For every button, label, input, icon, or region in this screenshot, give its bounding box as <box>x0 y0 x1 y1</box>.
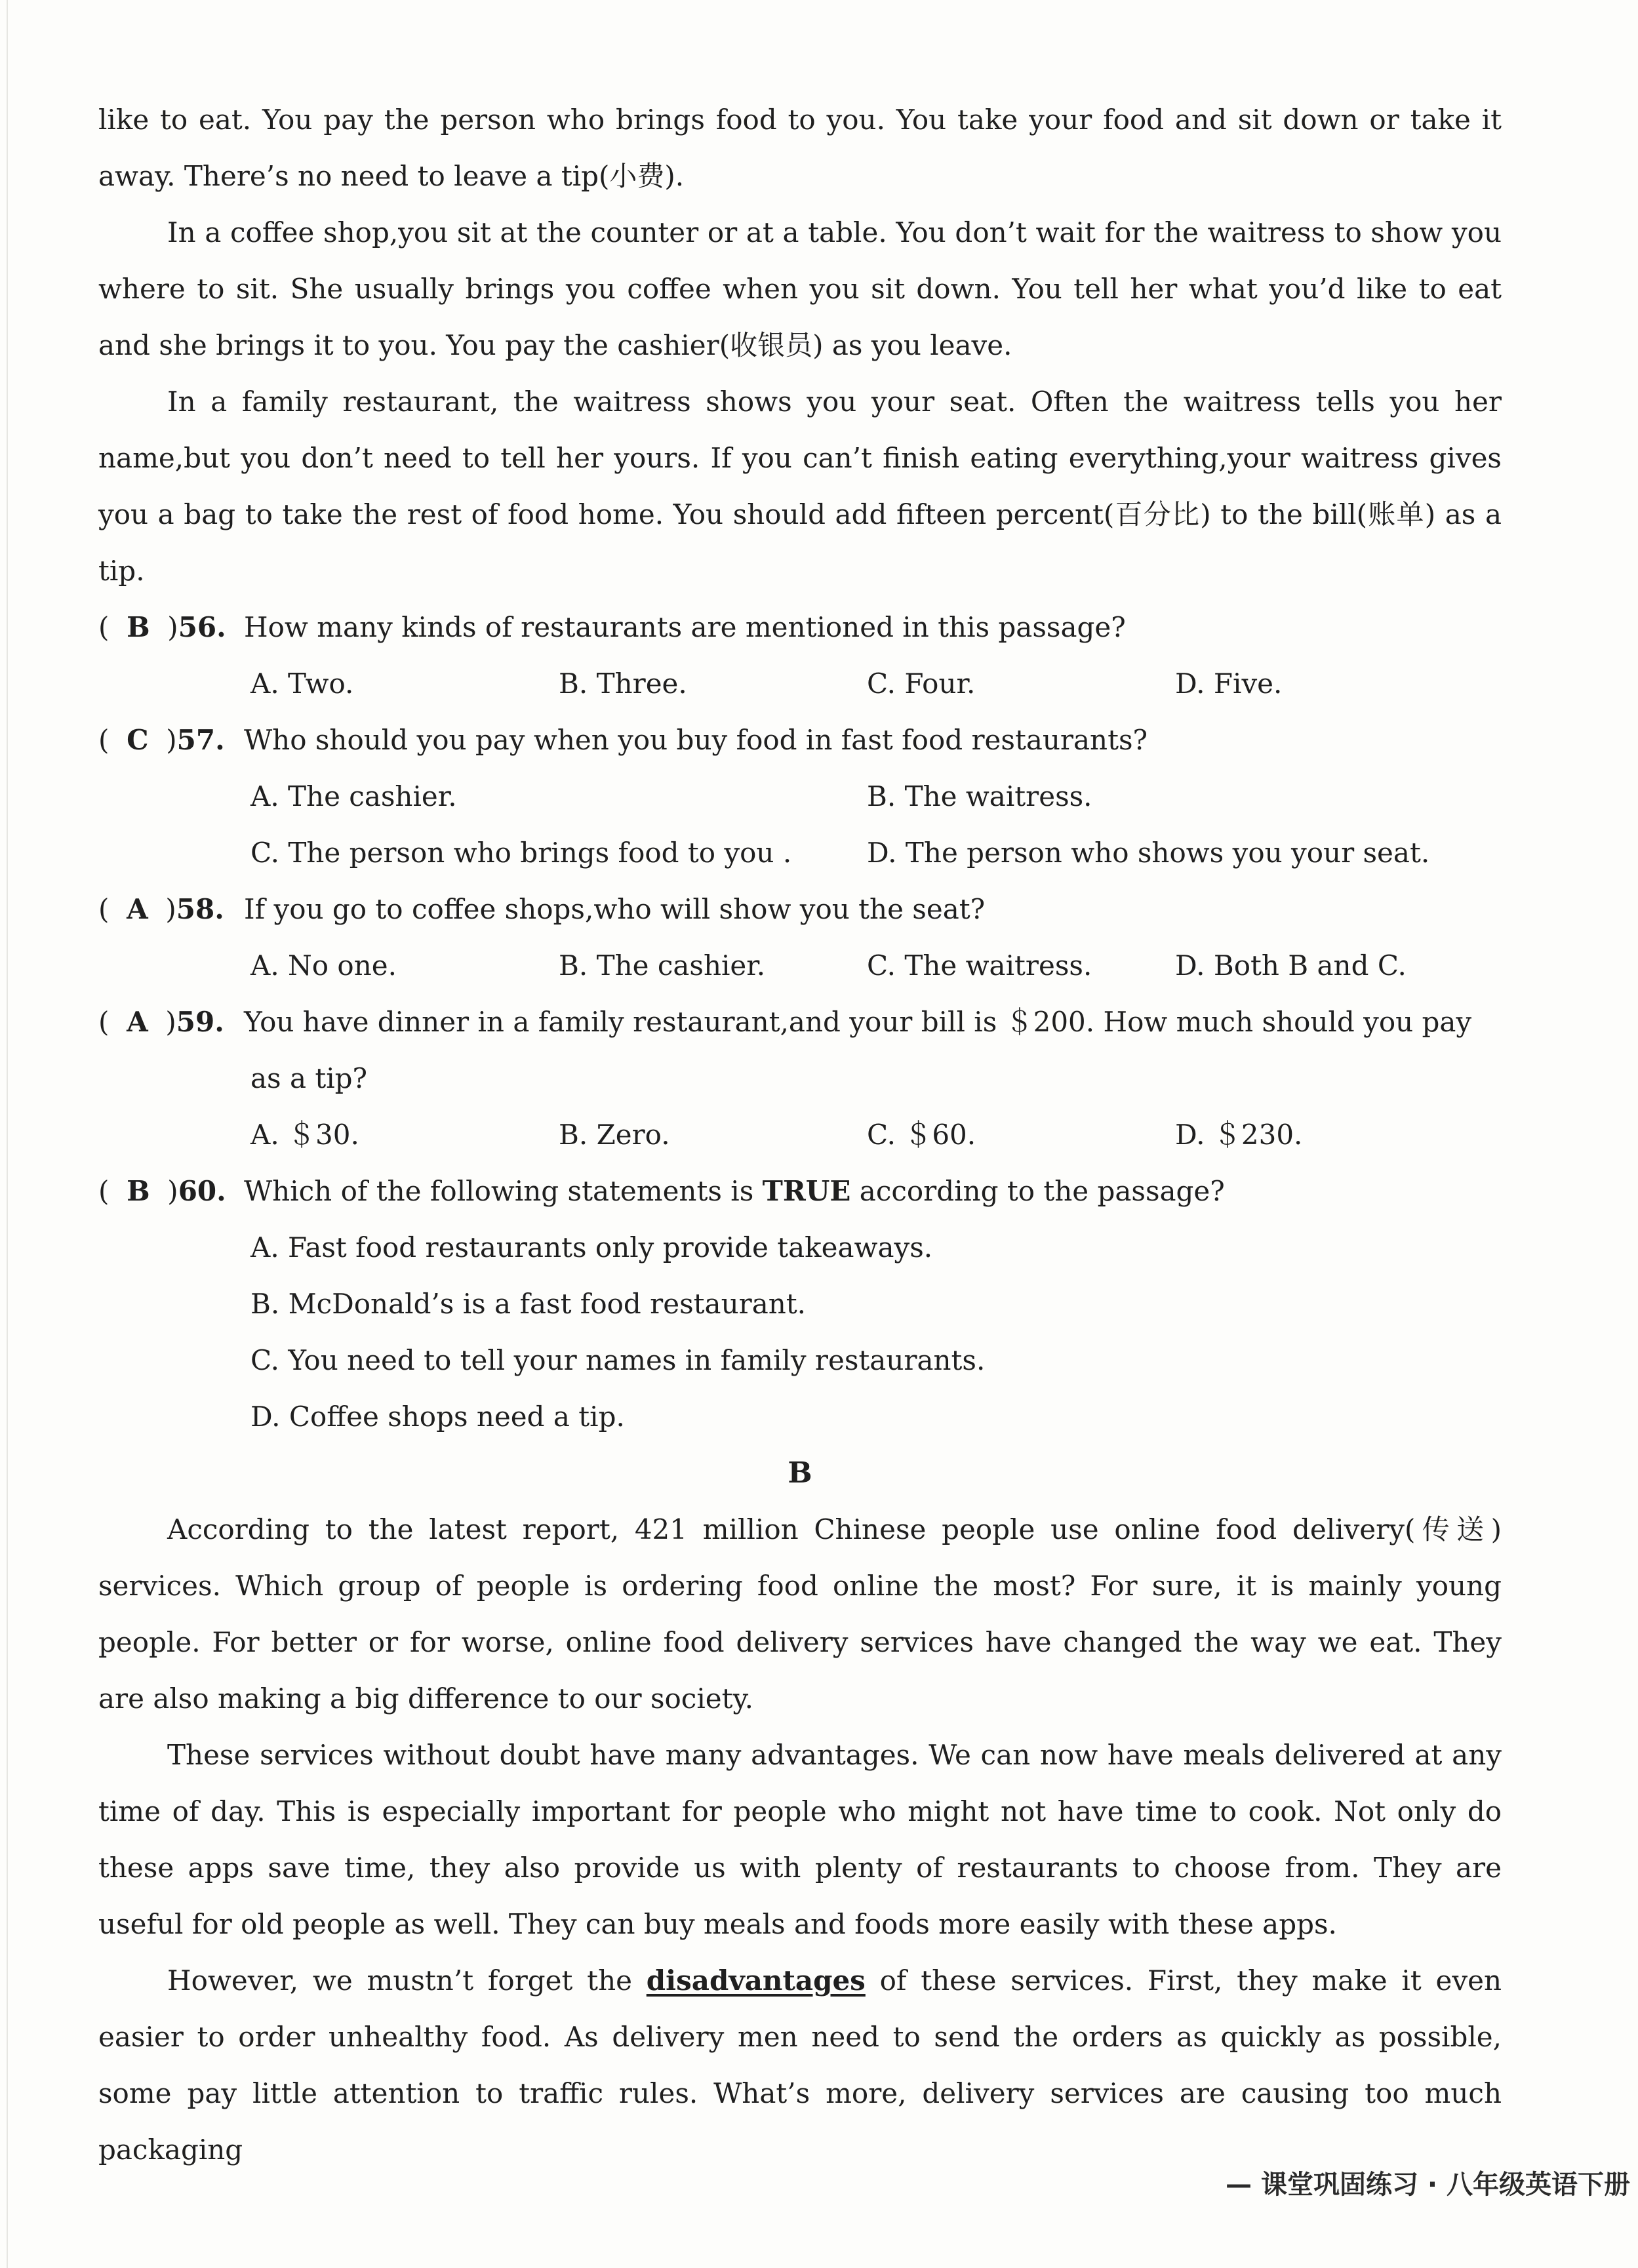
question-58 <box>98 881 1502 994</box>
option-d: D. Both B and C. <box>1175 949 1407 982</box>
question-text-post: according to the passage? <box>850 1175 1225 1207</box>
answer-letter: A <box>127 1006 148 1038</box>
option-b: B. McDonald’s is a fast food restaurant. <box>250 1288 807 1320</box>
option-d: D. Coffee shops need a tip. <box>250 1401 625 1433</box>
passage-a-paragraph-3: In a family restaurant, the waitress shows you your seat. Often the waitress tells you her name,but you don’t need to tell her yours. If you can’t finish eating everything,your waitress gives you a bag to take the rest of food home. You should add fifteen percent(百分比) to the bill(账单) as a tip. <box>98 386 1502 587</box>
page-footer: — 课堂巩固练习 · 八年级英语下册 <box>1226 2170 1630 2200</box>
option-a: A. The cashier. <box>250 780 457 812</box>
option-a: A. Two. <box>250 667 354 700</box>
answer-bracket: ( A )58. <box>98 893 224 925</box>
paragraph-3-post: of these services. First, they make it even easier to order unhealthy food. As delivery men need to send the orders as quickly as possible, some pay little attention to traffic rules. What’s more, delivery services are causing too much packaging <box>98 1964 1502 2166</box>
page-content <box>98 92 1502 2178</box>
question-number: 56. <box>178 611 226 643</box>
scan-margin-line <box>7 0 8 2268</box>
passage-b-paragraph-1: According to the latest report, 421 million Chinese people use online food delivery(传送) services. Which group of people is ordering food online the most? For sure, it is mainly young people. For better or for worse, online food delivery services have changed the way we eat. They are also making a big difference to our society. <box>98 1513 1502 1715</box>
question-text: Who should you pay when you buy food in fast food restaurants? <box>244 724 1148 756</box>
option-b: B. Three. <box>559 667 687 700</box>
question-number: 58. <box>176 893 224 925</box>
answer-bracket: ( B )56. <box>98 611 226 643</box>
answer-bracket: ( C )57. <box>98 724 225 756</box>
question-56 <box>98 599 1502 712</box>
question-text: If you go to coffee shops,who will show you the seat? <box>244 893 986 925</box>
question-text <box>244 1163 1502 1220</box>
answer-bracket: ( B )60. <box>98 1175 226 1207</box>
passage-a-paragraph-1-end: like to eat. You pay the person who brings food to you. You take your food and sit down or take it away. There’s no need to leave a tip(小费). <box>98 104 1502 192</box>
option-d: D. The person who shows you your seat. <box>867 837 1430 869</box>
answer-letter: A <box>127 893 148 925</box>
option-c: C. The waitress. <box>867 949 1092 982</box>
paragraph-3-pre: However, we mustn’t forget the <box>167 1964 647 1997</box>
question-number: 57. <box>176 724 225 756</box>
option-d: D. Five. <box>1175 667 1283 700</box>
option-c: C. ＄60. <box>867 1119 976 1151</box>
question-text-pre: Which of the following statements is <box>244 1175 763 1207</box>
answer-letter: B <box>127 1175 150 1207</box>
answer-bracket: ( A )59. <box>98 1006 224 1038</box>
question-57 <box>98 712 1502 881</box>
answer-letter: C <box>127 724 149 756</box>
option-d: D. ＄230. <box>1175 1119 1303 1151</box>
question-60 <box>98 1163 1502 1445</box>
passage-b-paragraph-2: These services without doubt have many advantages. We can now have meals delivered at any time of day. This is especially important for people who might not have time to cook. Not only do these apps save time, they also provide us with plenty of restaurants to choose from. They are useful for old people as well. They can buy meals and foods more easily with these apps. <box>98 1739 1502 1940</box>
option-c: C. The person who brings food to you . <box>250 837 792 869</box>
section-b-title: B <box>788 1456 812 1490</box>
passage-a-paragraph-2: In a coffee shop,you sit at the counter or at a table. You don’t wait for the waitress to show you where to sit. She usually brings you coffee when you sit down. You tell her what you’d like to eat and she brings it to you. You pay the cashier(收银员) as you leave. <box>98 216 1502 361</box>
answer-letter: B <box>127 611 150 643</box>
option-b: B. The waitress. <box>867 780 1092 812</box>
option-b: B. The cashier. <box>559 949 766 982</box>
passage-b-paragraph-3 <box>98 1953 1502 2178</box>
option-c: C. You need to tell your names in family restaurants. <box>250 1344 986 1376</box>
question-59 <box>98 994 1502 1163</box>
question-number: 59. <box>176 1006 224 1038</box>
option-a: A. Fast food restaurants only provide takeaways. <box>250 1231 933 1263</box>
underlined-word: disadvantages <box>646 1964 866 1997</box>
option-c: C. Four. <box>867 667 976 700</box>
option-a: A. No one. <box>250 949 397 982</box>
question-number: 60. <box>178 1175 226 1207</box>
question-text-bold: TRUE <box>762 1175 851 1207</box>
question-text-continued: as a tip? <box>250 1062 368 1094</box>
question-text: You have dinner in a family restaurant,and your bill is ＄200. How much should you pay <box>244 1006 1472 1038</box>
option-a: A. ＄30. <box>250 1119 359 1151</box>
option-b: B. Zero. <box>559 1119 670 1151</box>
question-text: How many kinds of restaurants are mentioned in this passage? <box>244 611 1126 643</box>
